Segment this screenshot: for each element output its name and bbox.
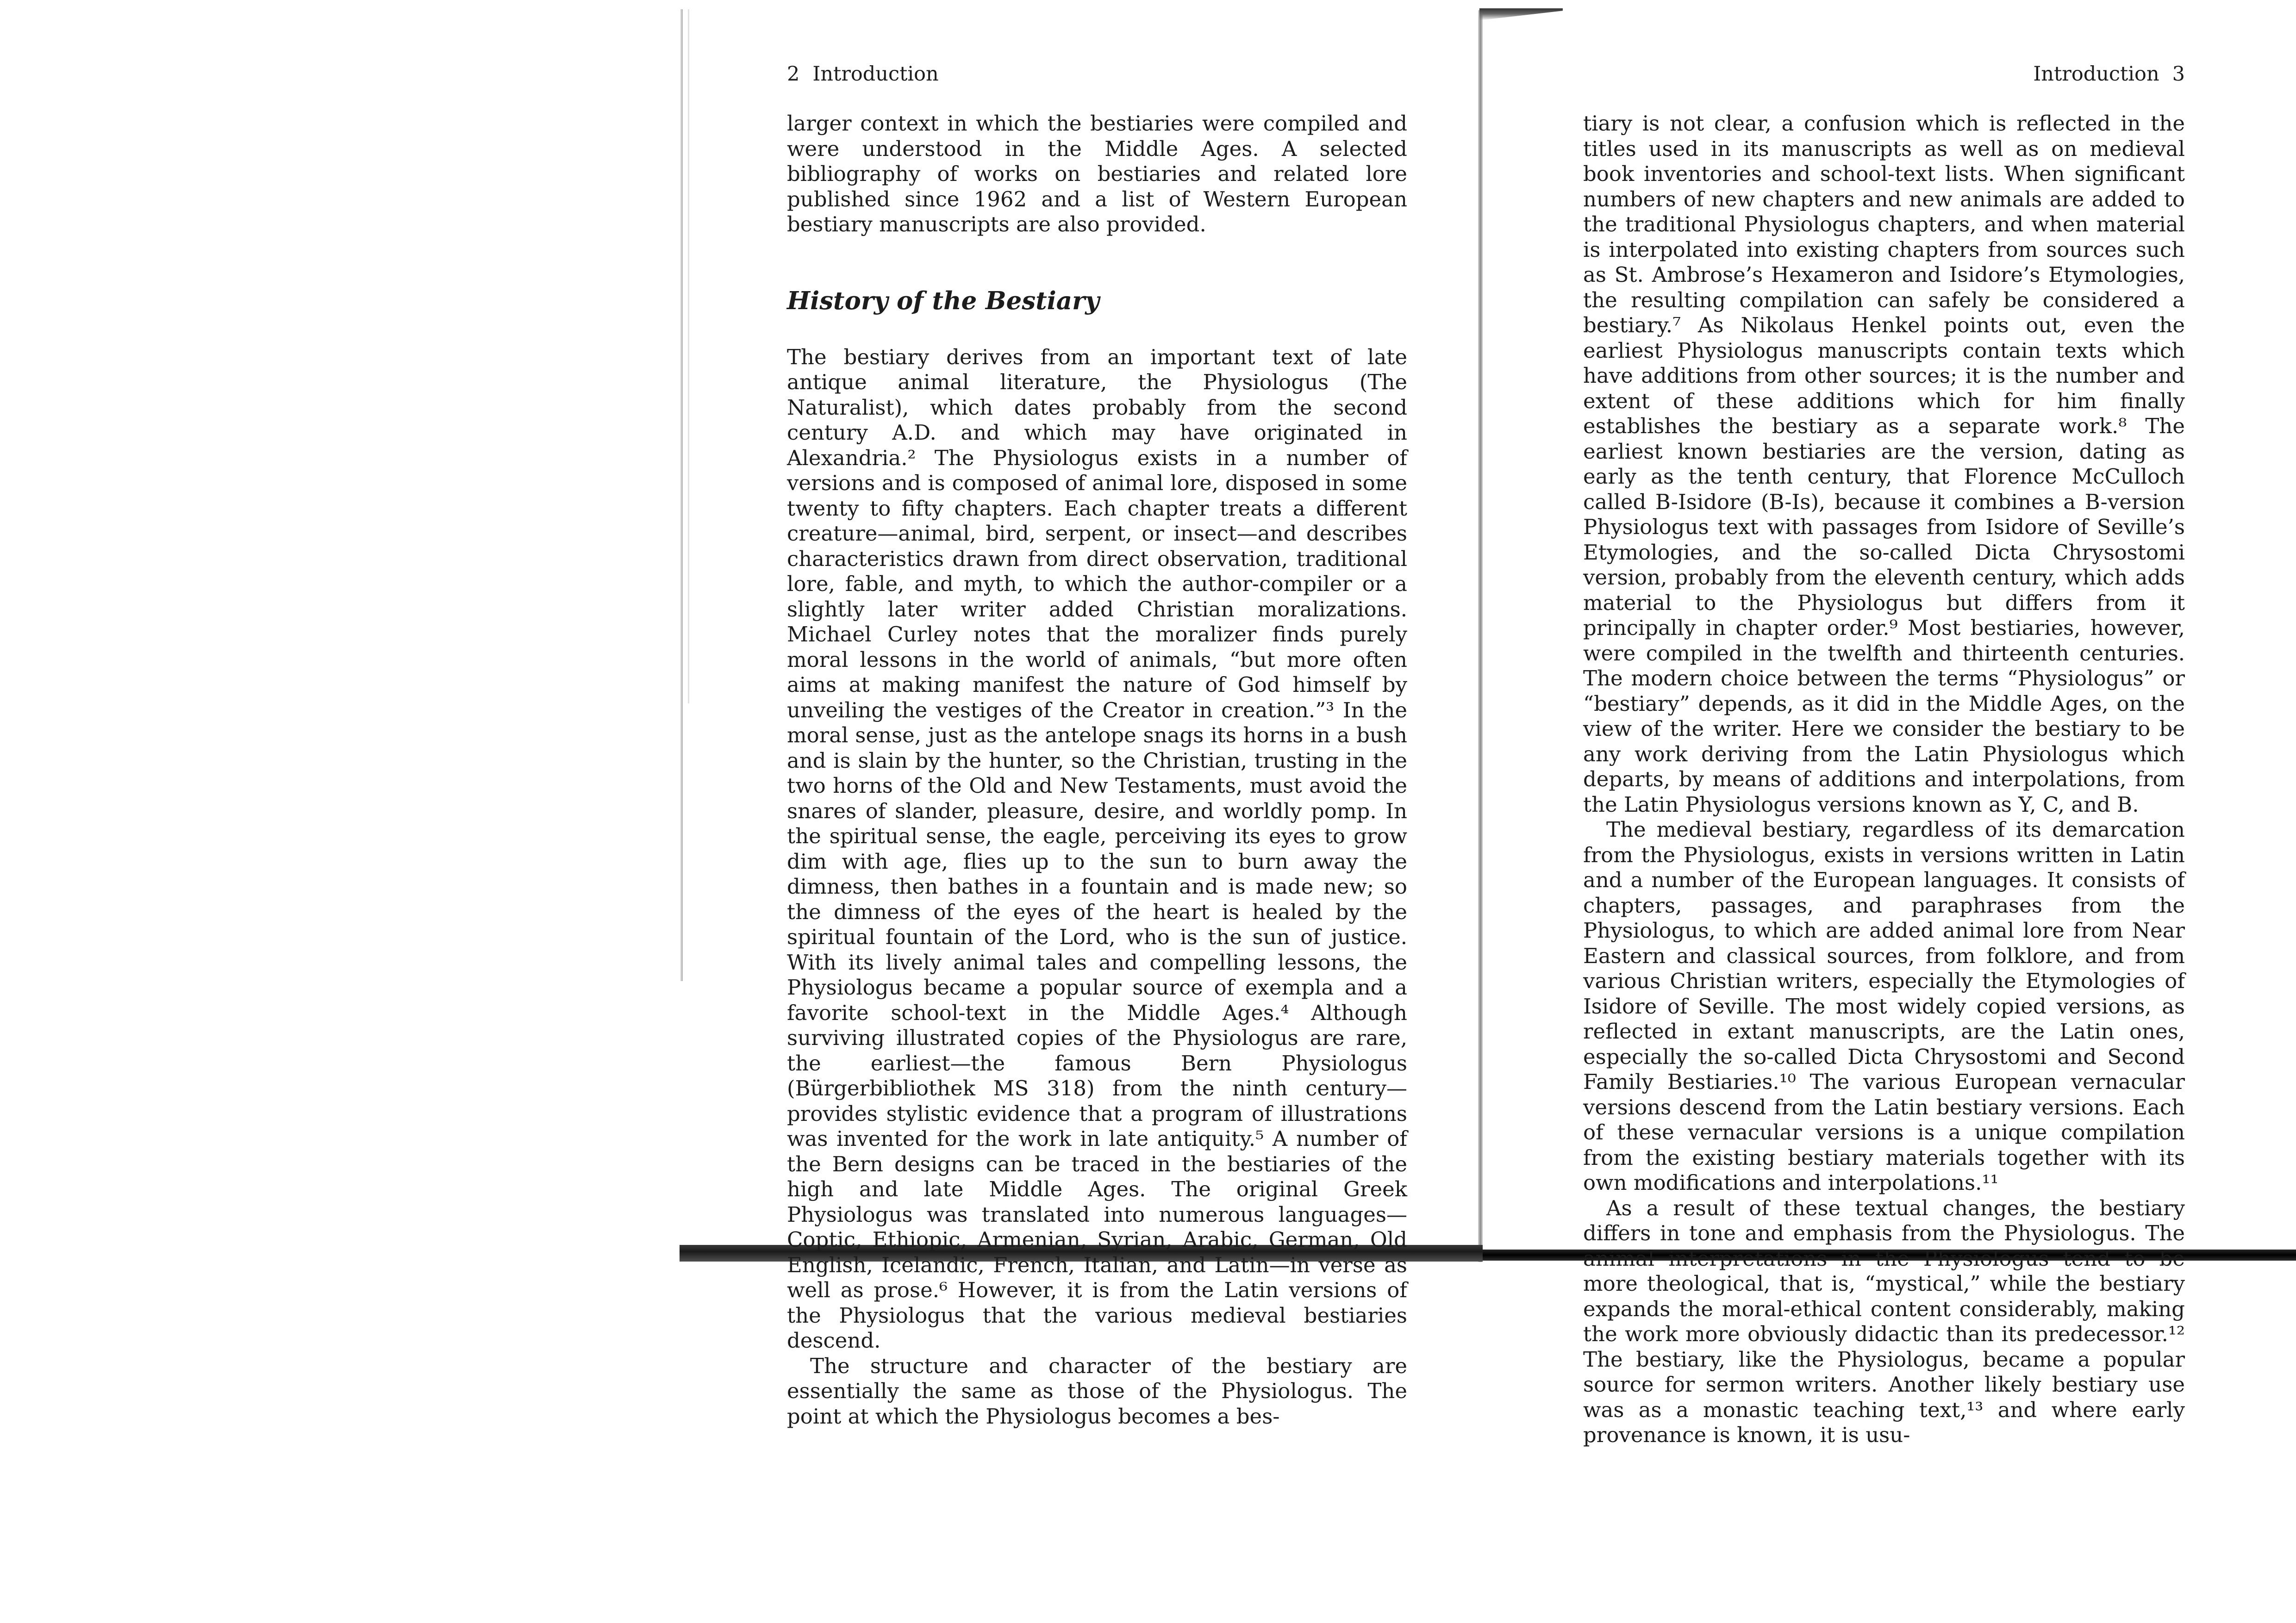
paragraph: The bestiary derives from an important text of late antique animal literature, the Physiologus (The Naturalist), which dates probably from the second century A.D. and which may have originated in Alexandria.² The Physiologus exists in a number of versions and is composed of animal lore, disposed in some twenty to fifty chapters. Each chapter treats a different creature—animal, bird, serpent, or insect—and describes characteristics drawn from direct observation, traditional lore, fable, and myth, to which the author-compiler or a slightly later writer added Christian moralizations. Michael Curley notes that the moralizer finds purely moral lessons in the world of animals, “but more often aims at making manifest the nature of God himself by unveiling the vestiges of the Creator in creation.”³ In the moral sense, just as the antelope snags its horns in a bush and is slain by the hunter, so the Christian, trusting in the two horns of the Old and New Testaments, must avoid the snares of slander, pleasure, desire, and worldly pomp. In the spiritual sense, the eagle, perceiving its eyes to grow dim with age, flies up to the sun to burn away the dimness, then bathes in a fountain and is made new; so the dimness of the eyes of the heart is healed by the spiritual fountain of the Lord, who is the sun of justice. With its lively animal tales and compelling lessons, the Physiologus became a popular source of exempla and a favorite school-text in the Middle Ages.⁴ Although surviving illustrated copies of the Physiologus are rare, the earliest—the famous Bern Physiologus (Bürgerbibliothek MS 318) from the ninth century—provides stylistic evidence that a program of illustrations was invented for the work in late antiquity.⁵ A number of the Bern designs can be traced in the bestiaries of the high and late Middle Ages. The original Greek Physiologus was translated into numerous languages—Coptic, Ethiopic, Armenian, Syrian, Arabic, German, Old English, Icelandic, French, Italian, and Latin—in verse as well as prose.⁶ However, it is from the Latin versions of the Physiologus that the various medieval bestiaries descend. <box>787 344 1407 1353</box>
section-heading: History of the Bestiary <box>787 286 1099 315</box>
running-head-title: Introduction <box>812 62 939 86</box>
paragraph: As a result of these textual changes, the bestiary differs in tone and emphasis from the Physiologus. The animal interpretations in the Physiologus tend to be more theological, that is, “mystical,” while the bestiary expands the moral-ethical content considerably, making the work more obviously didactic than its predecessor.¹² The bestiary, like the Physiologus, became a popular source for sermon writers. Another likely bestiary use was as a monastic teaching text,¹³ and where early provenance is known, it is usu- <box>1583 1195 2185 1447</box>
left-page <box>787 60 1407 1429</box>
paragraph: The structure and character of the bestiary are essentially the same as those of the Physiologus. The point at which the Physiologus becomes a bes- <box>787 1353 1407 1429</box>
scan-page-edge <box>680 9 683 981</box>
page-number: 3 <box>2172 62 2185 86</box>
page-number: 2 <box>787 62 800 86</box>
page-corner-shadow <box>1479 8 1563 20</box>
paragraph: larger context in which the bestiaries were compiled and were understood in the Middle Ages. A selected bibliography of works on bestiaries and related lore published since 1962 and a list of Western European bestiary manuscripts are also provided. <box>787 111 1407 236</box>
right-page <box>1583 60 2185 1448</box>
book-gutter <box>1478 10 1483 1262</box>
running-head-title: Introduction <box>2033 62 2159 86</box>
paragraph: tiary is not clear, a confusion which is reflected in the titles used in its manuscripts as well as on medieval book inventories and school-text lists. When significant numbers of new chapters and new animals are added to the traditional Physiologus chapters, and when material is interpolated into existing chapters from sources such as St. Ambrose’s Hexameron and Isidore’s Etymologies, the resulting compilation can safely be considered a bestiary.⁷ As Nikolaus Henkel points out, even the earliest Physiologus manuscripts contain texts which have additions from other sources; it is the number and extent of these additions which for him finally establishes the bestiary as a separate work.⁸ The earliest known bestiaries are the version, dating as early as the tenth century, that Florence McCulloch called B-Isidore (B-Is), because it combines a B-version Physiologus text with passages from Isidore of Seville’s Etymologies, and the so-called Dicta Chrysostomi version, probably from the eleventh century, which adds material to the Physiologus but differs from it principally in chapter order.⁹ Most bestiaries, however, were compiled in the twelfth and thirteenth centuries. The modern choice between the terms “Physiologus” or “bestiary” depends, as it did in the Middle Ages, on the view of the writer. Here we consider the bestiary to be any work deriving from the Latin Physiologus which departs, by means of additions and interpolations, from the Latin Physiologus versions known as Y, C, and B. <box>1583 111 2185 817</box>
scan-page-edge-inner <box>688 9 689 703</box>
left-running-head <box>787 60 1407 88</box>
right-running-head <box>1583 60 2185 88</box>
paragraph: The medieval bestiary, regardless of its demarcation from the Physiologus, exists in versions written in Latin and a number of the European languages. It consists of chapters, passages, and paraphrases from the Physiologus, to which are added animal lore from Near Eastern and classical sources, from folklore, and from various Christian writers, especially the Etymologies of Isidore of Seville. The most widely copied versions, as reflected in extant manuscripts, are the Latin ones, especially the so-called Dicta Chrysostomi and Second Family Bestiaries.¹⁰ The various European vernacular versions descend from the Latin bestiary versions. Each of these vernacular versions is a unique compilation from the existing bestiary materials together with its own modifications and interpolations.¹¹ <box>1583 817 2185 1195</box>
